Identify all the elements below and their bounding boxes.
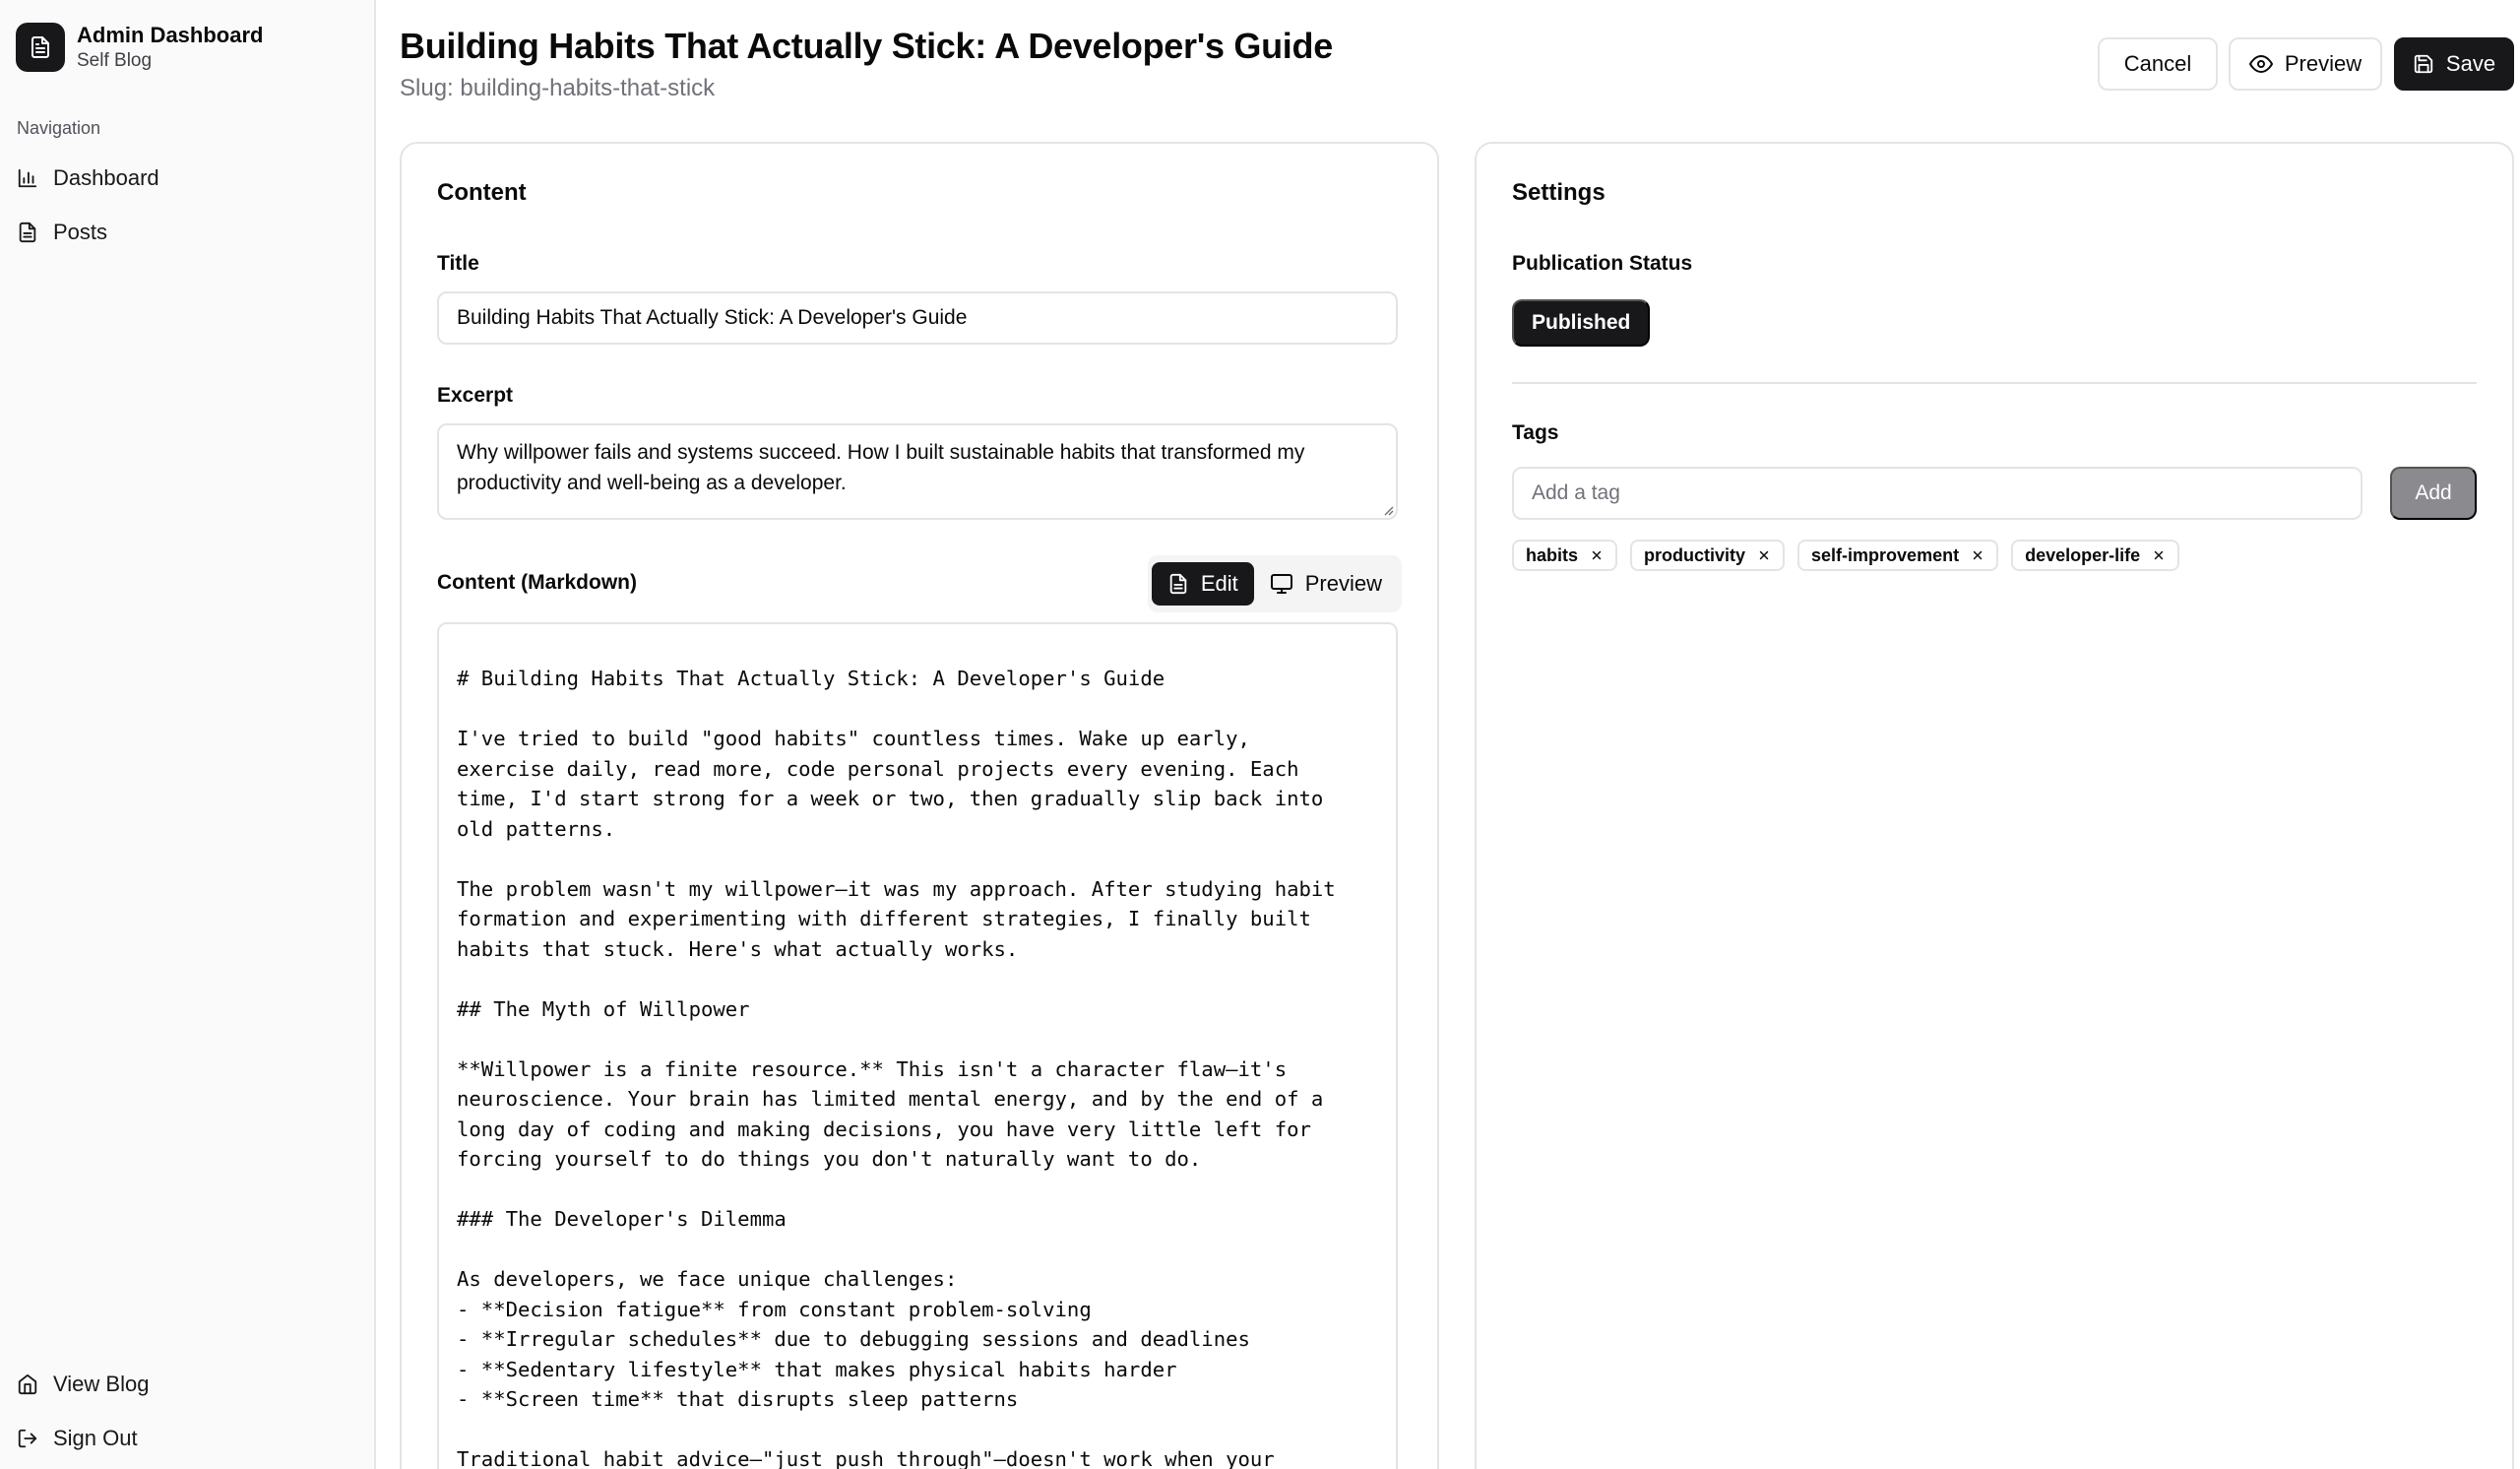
markdown-line: neuroscience. Your brain has limited mental energy, and by the end of a <box>457 1087 1324 1111</box>
markdown-line <box>457 844 1378 874</box>
page-title: Building Habits That Actually Stick: A Developer's Guide <box>400 26 1333 66</box>
markdown-line: - **Sedentary lifestyle** that makes physical habits harder <box>457 1357 1177 1381</box>
markdown-line <box>457 1235 1378 1265</box>
markdown-line: long day of coding and making decisions, you have very little left for <box>457 1117 1311 1141</box>
home-icon <box>16 1373 39 1396</box>
monitor-icon <box>1270 572 1293 596</box>
markdown-line: ### The Developer's Dilemma <box>457 1207 787 1231</box>
page-slug: Slug: building-habits-that-stick <box>400 75 716 101</box>
markdown-editor[interactable] <box>437 622 1398 1469</box>
app-subtitle: Self Blog <box>77 50 153 71</box>
sidebar-item-dashboard[interactable] <box>16 159 159 198</box>
save-label: Save <box>2445 51 2496 76</box>
app-title: Admin Dashboard <box>77 23 264 47</box>
preview-tab-label: Preview <box>1304 571 1382 596</box>
editor-mode-toggle <box>1148 555 1402 612</box>
markdown-line: - **Decision fatigue** from constant problem-solving <box>457 1297 1092 1321</box>
divider <box>1512 382 2477 384</box>
markdown-line: Traditional habit advice—"just push through"—doesn't work when your <box>457 1447 1275 1469</box>
title-label: Title <box>437 252 479 275</box>
markdown-line: - **Screen time** that disrupts sleep patterns <box>457 1387 1019 1411</box>
sign-out-label: Sign Out <box>53 1426 138 1450</box>
content-card <box>400 142 1439 1469</box>
sidebar-item-posts[interactable] <box>16 213 107 252</box>
file-text-icon <box>16 23 65 72</box>
tag-chip <box>1630 540 1785 571</box>
edit-tab-label: Edit <box>1200 571 1238 596</box>
tag-chip <box>2011 540 2179 571</box>
save-button[interactable] <box>2394 37 2514 91</box>
markdown-line: time, I'd start strong for a week or two, then gradually slip back into <box>457 787 1324 810</box>
markdown-line <box>457 1415 1378 1445</box>
publication-status-label: Publication Status <box>1512 252 1693 275</box>
excerpt-label: Excerpt <box>437 384 514 407</box>
markdown-line <box>457 1175 1378 1205</box>
tag-list <box>1512 540 2192 571</box>
markdown-label: Content (Markdown) <box>437 571 637 594</box>
tag-label: habits <box>1526 544 1579 565</box>
remove-tag-icon[interactable] <box>1757 548 1771 562</box>
edit-tab[interactable] <box>1152 562 1254 606</box>
preview-button[interactable] <box>2229 37 2382 91</box>
markdown-line: ## The Myth of Willpower <box>457 996 750 1021</box>
bar-chart-icon <box>16 166 39 190</box>
markdown-line: exercise daily, read more, code personal projects every evening. Each <box>457 756 1299 781</box>
markdown-line: I've tried to build "good habits" countless times. Wake up early, <box>457 727 1250 750</box>
tag-label: self-improvement <box>1811 544 1960 565</box>
markdown-line: The problem wasn't my willpower—it was my approach. After studying habit <box>457 876 1336 901</box>
markdown-line: forcing yourself to do things you don't naturally want to do. <box>457 1147 1202 1171</box>
tag-chip <box>1512 540 1617 571</box>
log-out-icon <box>16 1427 39 1450</box>
preview-tab[interactable] <box>1254 562 1398 606</box>
settings-card <box>1475 142 2514 1469</box>
tags-label: Tags <box>1512 421 1559 444</box>
nav-section-label: Navigation <box>17 118 101 138</box>
markdown-line: old patterns. <box>457 816 616 841</box>
sidebar <box>0 0 376 1469</box>
markdown-line: **Willpower is a finite resource.** This isn't a character flaw—it's <box>457 1056 1288 1081</box>
publication-status-button[interactable]: Published <box>1512 299 1650 347</box>
markdown-line <box>457 694 1378 725</box>
remove-tag-icon[interactable] <box>2152 548 2166 562</box>
sidebar-item-label: Dashboard <box>53 165 159 190</box>
tag-chip <box>1797 540 1998 571</box>
file-text-icon <box>1167 573 1189 595</box>
resize-grip-icon[interactable] <box>1382 504 1394 516</box>
eye-icon <box>2249 52 2273 76</box>
markdown-line: # Building Habits That Actually Stick: A Developer's Guide <box>457 667 1166 690</box>
excerpt-text: Why willpower fails and systems succeed. How I built sustainable habits that transformed my productivity and well-being as a developer. <box>457 441 1305 494</box>
tag-label: productivity <box>1644 544 1746 565</box>
markdown-line: - **Irregular schedules** due to debugging sessions and deadlines <box>457 1327 1250 1351</box>
tag-input[interactable]: Add a tag <box>1512 467 2362 520</box>
remove-tag-icon[interactable] <box>1590 548 1604 562</box>
cancel-label: Cancel <box>2123 51 2192 76</box>
markdown-line: habits that stuck. Here's what actually works. <box>457 936 1019 961</box>
sidebar-item-label: Posts <box>53 220 108 244</box>
view-blog-link[interactable] <box>16 1365 149 1404</box>
markdown-line <box>457 1024 1378 1054</box>
markdown-line: As developers, we face unique challenges: <box>457 1267 958 1291</box>
excerpt-textarea[interactable] <box>437 423 1398 520</box>
settings-card-title: Settings <box>1512 179 1606 206</box>
markdown-line: formation and experimenting with different strategies, I finally built <box>457 907 1311 930</box>
view-blog-label: View Blog <box>53 1372 150 1396</box>
sign-out-button[interactable] <box>16 1419 138 1458</box>
preview-label: Preview <box>2284 51 2362 76</box>
cancel-button[interactable] <box>2098 37 2218 91</box>
title-input[interactable]: Building Habits That Actually Stick: A Developer's Guide <box>437 291 1398 345</box>
file-text-icon <box>16 221 39 244</box>
add-tag-button[interactable]: Add <box>2390 467 2477 520</box>
content-card-title: Content <box>437 179 527 206</box>
remove-tag-icon[interactable] <box>1971 548 1984 562</box>
brand <box>16 22 263 73</box>
tag-label: developer-life <box>2025 544 2141 565</box>
save-icon <box>2413 53 2434 75</box>
markdown-line <box>457 964 1378 994</box>
